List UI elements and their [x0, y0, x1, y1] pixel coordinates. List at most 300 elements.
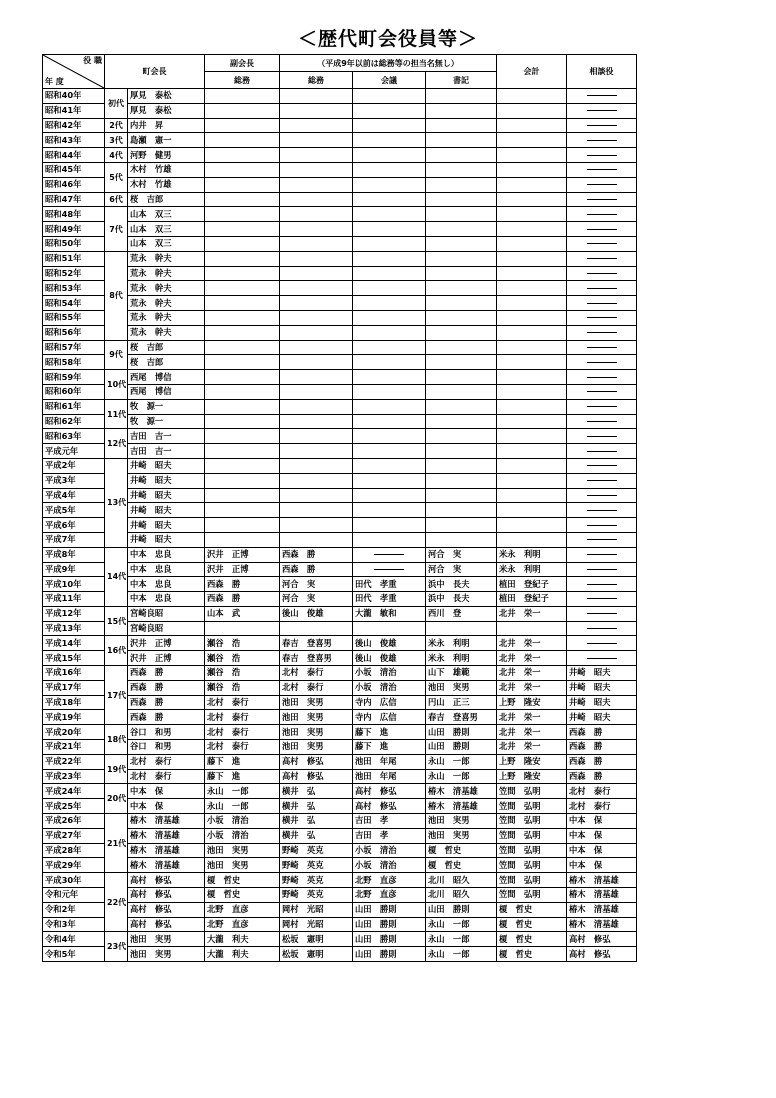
- year-cell: 平成29年: [43, 858, 105, 873]
- vice-somu2-cell: [280, 414, 353, 429]
- vice-somu1-cell: 西森 勝: [205, 592, 280, 607]
- generation-cell: 2代: [105, 118, 128, 133]
- table-row: [43, 148, 637, 163]
- vice-somu1-cell: 池田 実男: [205, 843, 280, 858]
- accounting-cell: 北井 栄一: [497, 651, 567, 666]
- year-cell: 令和2年: [43, 902, 105, 917]
- chairman-cell: 厚見 泰松: [128, 89, 205, 104]
- chairman-cell: 中本 保: [128, 799, 205, 814]
- accounting-cell: 笠間 弘明: [497, 843, 567, 858]
- kaigo-cell: [353, 177, 426, 192]
- year-cell: 昭和63年: [43, 429, 105, 444]
- vice-somu1-cell: [205, 488, 280, 503]
- generation-cell: 21代: [105, 814, 128, 873]
- kaigo-cell: 北野 直彦: [353, 873, 426, 888]
- accounting-cell: [497, 118, 567, 133]
- year-cell: 昭和52年: [43, 266, 105, 281]
- table-row: [43, 547, 637, 562]
- table-row: [43, 414, 637, 429]
- chairman-cell: 荒永 幹夫: [128, 281, 205, 296]
- vice-somu2-cell: [280, 207, 353, 222]
- year-cell: 昭和56年: [43, 325, 105, 340]
- chairman-cell: 椿木 清基雄: [128, 858, 205, 873]
- advisor-cell: [567, 355, 637, 370]
- chairman-cell: 谷口 和男: [128, 740, 205, 755]
- table-row: [43, 754, 637, 769]
- generation-cell: 18代: [105, 725, 128, 755]
- chairman-cell: 吉田 吉一: [128, 444, 205, 459]
- vice-somu1-cell: 永山 一郎: [205, 784, 280, 799]
- accounting-cell: [497, 473, 567, 488]
- vice-somu2-cell: [280, 281, 353, 296]
- vice-somu1-cell: [205, 162, 280, 177]
- advisor-cell: 高村 修弘: [567, 932, 637, 947]
- shoki-cell: [426, 444, 497, 459]
- vice-somu1-cell: [205, 118, 280, 133]
- vice-somu2-cell: [280, 340, 353, 355]
- chairman-cell: 北村 泰行: [128, 754, 205, 769]
- vice-somu1-cell: [205, 281, 280, 296]
- vice-somu2-cell: 池田 実男: [280, 710, 353, 725]
- generation-cell: 11代: [105, 399, 128, 429]
- advisor-cell: [567, 577, 637, 592]
- vice-somu2-cell: 横井 弘: [280, 814, 353, 829]
- advisor-cell: [567, 325, 637, 340]
- shoki-cell: 北川 昭久: [426, 888, 497, 903]
- shoki-cell: [426, 222, 497, 237]
- dash-mark: [587, 539, 617, 540]
- kaigo-cell: 池田 年尾: [353, 754, 426, 769]
- kaigo-cell: [353, 222, 426, 237]
- kaigo-cell: [353, 370, 426, 385]
- kaigo-cell: [353, 118, 426, 133]
- kaigo-cell: 寺内 広信: [353, 710, 426, 725]
- kaigo-cell: 北野 直彦: [353, 888, 426, 903]
- advisor-cell: [567, 251, 637, 266]
- kaigo-cell: 小坂 清治: [353, 858, 426, 873]
- year-cell: 昭和59年: [43, 370, 105, 385]
- advisor-cell: 中本 保: [567, 843, 637, 858]
- year-cell: 平成23年: [43, 769, 105, 784]
- chairman-cell: 井崎 昭夫: [128, 532, 205, 547]
- advisor-cell: 井崎 昭夫: [567, 710, 637, 725]
- kaigo-cell: 藤下 進: [353, 740, 426, 755]
- year-cell: 平成12年: [43, 606, 105, 621]
- dash-mark: [587, 598, 617, 599]
- table-body: [43, 89, 637, 962]
- shoki-cell: [426, 370, 497, 385]
- shoki-cell: 円山 正三: [426, 695, 497, 710]
- vice-somu2-cell: [280, 473, 353, 488]
- vice-somu2-cell: [280, 384, 353, 399]
- advisor-cell: [567, 651, 637, 666]
- chairman-cell: 木村 竹雄: [128, 162, 205, 177]
- vice-somu2-cell: [280, 148, 353, 163]
- chairman-cell: 山本 双三: [128, 207, 205, 222]
- accounting-cell: 北井 栄一: [497, 606, 567, 621]
- shoki-cell: [426, 192, 497, 207]
- dash-mark: [587, 406, 617, 407]
- generation-cell: 16代: [105, 636, 128, 666]
- vice-somu1-cell: [205, 399, 280, 414]
- shoki-cell: 椿木 清基雄: [426, 784, 497, 799]
- chairman-cell: 牧 源一: [128, 399, 205, 414]
- chairman-cell: 荒永 幹夫: [128, 251, 205, 266]
- accounting-cell: 北井 栄一: [497, 710, 567, 725]
- kaigo-cell: [353, 384, 426, 399]
- shoki-cell: [426, 133, 497, 148]
- table-row: [43, 932, 637, 947]
- year-cell: 平成16年: [43, 666, 105, 681]
- year-cell: 昭和54年: [43, 296, 105, 311]
- kaigo-cell: [353, 518, 426, 533]
- shoki-cell: 山下 雄範: [426, 666, 497, 681]
- shoki-cell: [426, 177, 497, 192]
- vice-somu1-cell: 瀬谷 浩: [205, 680, 280, 695]
- accounting-cell: [497, 325, 567, 340]
- generation-cell: 20代: [105, 784, 128, 814]
- year-cell: 昭和60年: [43, 384, 105, 399]
- vice-somu2-cell: 横井 弘: [280, 799, 353, 814]
- vice-somu2-cell: [280, 251, 353, 266]
- year-cell: 平成28年: [43, 843, 105, 858]
- dash-mark: [587, 377, 617, 378]
- accounting-cell: [497, 281, 567, 296]
- vice-somu2-cell: [280, 518, 353, 533]
- kaigo-cell: [353, 266, 426, 281]
- table-row: [43, 725, 637, 740]
- year-cell: 令和5年: [43, 947, 105, 962]
- vice-somu2-cell: 春吉 登喜男: [280, 636, 353, 651]
- vice-somu1-cell: [205, 414, 280, 429]
- generation-cell: 9代: [105, 340, 128, 370]
- generation-cell: 12代: [105, 429, 128, 459]
- table-row: [43, 89, 637, 104]
- dash-mark: [587, 169, 617, 170]
- table-row: [43, 518, 637, 533]
- shoki-cell: [426, 310, 497, 325]
- shoki-cell: [426, 518, 497, 533]
- shoki-cell: 椿木 清基雄: [426, 799, 497, 814]
- table-row: [43, 162, 637, 177]
- dash-mark: [587, 584, 617, 585]
- vice-somu2-cell: [280, 192, 353, 207]
- vice-somu2-cell: 高村 修弘: [280, 769, 353, 784]
- year-cell: 昭和48年: [43, 207, 105, 222]
- kaigo-cell: [353, 236, 426, 251]
- chairman-cell: 北村 泰行: [128, 769, 205, 784]
- accounting-cell: 榎 哲史: [497, 902, 567, 917]
- table-row: [43, 784, 637, 799]
- shoki-cell: [426, 384, 497, 399]
- vice-somu1-cell: [205, 296, 280, 311]
- vice-somu1-cell: 榎 哲史: [205, 873, 280, 888]
- table-row: [43, 340, 637, 355]
- chairman-cell: 牧 源一: [128, 414, 205, 429]
- table-row: [43, 947, 637, 962]
- vice-somu1-cell: 山本 武: [205, 606, 280, 621]
- generation-cell: 15代: [105, 606, 128, 636]
- shoki-cell: 山田 勝則: [426, 725, 497, 740]
- shoki-cell: [426, 89, 497, 104]
- table-row: [43, 651, 637, 666]
- generation-cell: 3代: [105, 133, 128, 148]
- shoki-cell: [426, 355, 497, 370]
- year-cell: 平成8年: [43, 547, 105, 562]
- generation-cell: 5代: [105, 162, 128, 192]
- year-cell: 昭和49年: [43, 222, 105, 237]
- advisor-cell: [567, 281, 637, 296]
- table-row: [43, 429, 637, 444]
- year-cell: 平成2年: [43, 458, 105, 473]
- sub-header-shoki: 書記: [426, 72, 497, 89]
- dash-mark: [587, 658, 617, 659]
- chairman-cell: 島瀬 憲一: [128, 133, 205, 148]
- accounting-cell: 北井 栄一: [497, 740, 567, 755]
- table-row: [43, 444, 637, 459]
- vice-somu1-cell: [205, 429, 280, 444]
- chairman-cell: 荒永 幹夫: [128, 325, 205, 340]
- dash-mark: [587, 140, 617, 141]
- vice-somu1-cell: 藤下 進: [205, 754, 280, 769]
- year-cell: 平成4年: [43, 488, 105, 503]
- accounting-cell: [497, 296, 567, 311]
- accounting-cell: [497, 444, 567, 459]
- accounting-cell: [497, 532, 567, 547]
- kaigo-cell: [353, 444, 426, 459]
- vice-somu1-cell: [205, 192, 280, 207]
- table-row: [43, 355, 637, 370]
- table-row: [43, 740, 637, 755]
- kaigo-cell: [353, 103, 426, 118]
- kaigo-cell: [353, 458, 426, 473]
- advisor-cell: [567, 384, 637, 399]
- shoki-cell: [426, 162, 497, 177]
- dash-mark: [587, 421, 617, 422]
- shoki-cell: 永山 一郎: [426, 754, 497, 769]
- advisor-cell: [567, 296, 637, 311]
- shoki-cell: 西川 登: [426, 606, 497, 621]
- advisor-cell: [567, 148, 637, 163]
- accounting-cell: [497, 266, 567, 281]
- kaigo-cell: [353, 355, 426, 370]
- shoki-cell: [426, 103, 497, 118]
- accounting-cell: [497, 236, 567, 251]
- year-cell: 平成3年: [43, 473, 105, 488]
- vice-somu1-cell: 北村 泰行: [205, 710, 280, 725]
- dash-mark: [587, 229, 617, 230]
- vice-somu1-cell: 瀬谷 浩: [205, 666, 280, 681]
- page-title: ＜歴代町会役員等＞: [297, 28, 478, 50]
- year-cell: 平成7年: [43, 532, 105, 547]
- kaigo-cell: 池田 年尾: [353, 769, 426, 784]
- kaigo-cell: [353, 251, 426, 266]
- dash-mark: [587, 258, 617, 259]
- vice-somu2-cell: [280, 296, 353, 311]
- vice-somu1-cell: 瀬谷 浩: [205, 636, 280, 651]
- accounting-cell: [497, 414, 567, 429]
- shoki-cell: 永山 一郎: [426, 947, 497, 962]
- kaigo-cell: 吉田 孝: [353, 814, 426, 829]
- vice-somu2-cell: [280, 458, 353, 473]
- vice-somu1-cell: [205, 251, 280, 266]
- kaigo-cell: [353, 310, 426, 325]
- vice-somu2-cell: [280, 532, 353, 547]
- kaigo-cell: [353, 162, 426, 177]
- accounting-cell: 笠間 弘明: [497, 799, 567, 814]
- kaigo-cell: 田代 孝重: [353, 592, 426, 607]
- dash-mark: [587, 303, 617, 304]
- vice-somu2-cell: [280, 370, 353, 385]
- shoki-cell: 河合 実: [426, 547, 497, 562]
- advisor-cell: [567, 518, 637, 533]
- shoki-cell: 永山 一郎: [426, 769, 497, 784]
- vice-somu2-cell: 野崎 英克: [280, 858, 353, 873]
- accounting-cell: [497, 162, 567, 177]
- vice-somu2-cell: [280, 429, 353, 444]
- advisor-cell: 井崎 昭夫: [567, 680, 637, 695]
- vice-somu1-cell: 藤下 進: [205, 769, 280, 784]
- shoki-cell: [426, 621, 497, 636]
- accounting-cell: 北井 栄一: [497, 680, 567, 695]
- advisor-cell: [567, 636, 637, 651]
- dash-mark: [587, 480, 617, 481]
- shoki-cell: [426, 148, 497, 163]
- vice-somu1-cell: 小坂 清治: [205, 814, 280, 829]
- vice-somu1-cell: [205, 222, 280, 237]
- advisor-cell: 井崎 昭夫: [567, 695, 637, 710]
- dash-mark: [587, 214, 617, 215]
- chairman-cell: 桜 吉郎: [128, 192, 205, 207]
- accounting-cell: 米永 利明: [497, 562, 567, 577]
- table-row: [43, 296, 637, 311]
- accounting-cell: 北井 栄一: [497, 636, 567, 651]
- vice-somu2-cell: 岡村 光昭: [280, 902, 353, 917]
- vice-somu1-cell: 北野 直彦: [205, 902, 280, 917]
- vice-somu1-cell: [205, 266, 280, 281]
- kaigo-cell: 山田 勝則: [353, 917, 426, 932]
- shoki-cell: 米永 利明: [426, 636, 497, 651]
- chairman-cell: 椿木 清基雄: [128, 814, 205, 829]
- vice-somu1-cell: [205, 621, 280, 636]
- advisor-cell: 椿木 清基雄: [567, 873, 637, 888]
- advisor-cell: [567, 503, 637, 518]
- year-cell: 昭和62年: [43, 414, 105, 429]
- chairman-cell: 西尾 博信: [128, 384, 205, 399]
- kaigo-cell: [353, 133, 426, 148]
- shoki-cell: [426, 236, 497, 251]
- shoki-cell: 河合 実: [426, 562, 497, 577]
- accounting-cell: 笠間 弘明: [497, 814, 567, 829]
- dash-mark: [587, 362, 617, 363]
- chairman-cell: 西森 勝: [128, 695, 205, 710]
- vice-somu2-cell: [280, 621, 353, 636]
- table-row: [43, 888, 637, 903]
- table-row: [43, 680, 637, 695]
- chairman-cell: 桜 吉郎: [128, 340, 205, 355]
- vice-somu2-cell: [280, 177, 353, 192]
- year-cell: 昭和42年: [43, 118, 105, 133]
- year-cell: 平成5年: [43, 503, 105, 518]
- advisor-cell: 椿木 清基雄: [567, 902, 637, 917]
- year-label: 年 度: [45, 77, 64, 86]
- chairman-cell: 厚見 泰松: [128, 103, 205, 118]
- advisor-cell: 椿木 清基雄: [567, 888, 637, 903]
- advisor-cell: [567, 222, 637, 237]
- chairman-cell: 井崎 昭夫: [128, 503, 205, 518]
- kaigo-cell: 寺内 広信: [353, 695, 426, 710]
- generation-cell: 13代: [105, 458, 128, 547]
- table-row: [43, 621, 637, 636]
- year-cell: 昭和41年: [43, 103, 105, 118]
- chairman-cell: 西森 勝: [128, 680, 205, 695]
- kaigo-cell: 小坂 清治: [353, 680, 426, 695]
- accounting-cell: [497, 103, 567, 118]
- kaigo-cell: [353, 547, 426, 562]
- vice-somu2-cell: 北村 泰行: [280, 680, 353, 695]
- table-row: [43, 710, 637, 725]
- kaigo-cell: 高村 修弘: [353, 784, 426, 799]
- table-row: [43, 873, 637, 888]
- accounting-cell: [497, 429, 567, 444]
- kaigo-cell: 田代 孝重: [353, 577, 426, 592]
- chairman-cell: 井崎 昭夫: [128, 473, 205, 488]
- shoki-cell: [426, 473, 497, 488]
- kaigo-cell: [353, 89, 426, 104]
- note-header: （平成9年以前は総務等の担当名無し）: [280, 55, 497, 72]
- vice-somu2-cell: 池田 実男: [280, 740, 353, 755]
- generation-cell: 8代: [105, 251, 128, 340]
- vice-somu1-cell: 小坂 清治: [205, 828, 280, 843]
- kaigo-cell: 後山 俊雄: [353, 636, 426, 651]
- advisor-cell: [567, 444, 637, 459]
- dash-mark: [587, 613, 617, 614]
- year-cell: 令和4年: [43, 932, 105, 947]
- kaigo-cell: [353, 473, 426, 488]
- year-cell: 平成24年: [43, 784, 105, 799]
- advisor-cell: [567, 207, 637, 222]
- table-row: [43, 503, 637, 518]
- advisor-cell: 椿木 清基雄: [567, 917, 637, 932]
- chairman-cell: 井崎 昭夫: [128, 518, 205, 533]
- vice-somu1-cell: 大瀧 利夫: [205, 947, 280, 962]
- vice-somu1-cell: 北村 泰行: [205, 695, 280, 710]
- year-cell: 平成10年: [43, 577, 105, 592]
- kaigo-cell: [353, 325, 426, 340]
- generation-cell: 14代: [105, 547, 128, 606]
- shoki-cell: [426, 458, 497, 473]
- advisor-cell: [567, 429, 637, 444]
- accounting-cell: 榎 哲史: [497, 932, 567, 947]
- chairman-cell: 桜 吉郎: [128, 355, 205, 370]
- advisor-cell: [567, 103, 637, 118]
- vice-somu2-cell: [280, 133, 353, 148]
- table-row: [43, 606, 637, 621]
- year-cell: 平成6年: [43, 518, 105, 533]
- vice-somu2-cell: [280, 310, 353, 325]
- table-row: [43, 473, 637, 488]
- dash-mark: [374, 554, 404, 555]
- kaigo-cell: [353, 192, 426, 207]
- vice-somu2-cell: [280, 89, 353, 104]
- vice-somu2-cell: 野崎 英克: [280, 888, 353, 903]
- kaigo-cell: [353, 207, 426, 222]
- vice-somu1-cell: 西森 勝: [205, 577, 280, 592]
- chairman-cell: 井崎 昭夫: [128, 488, 205, 503]
- accounting-cell: [497, 503, 567, 518]
- advisor-cell: [567, 236, 637, 251]
- vice-somu1-cell: [205, 384, 280, 399]
